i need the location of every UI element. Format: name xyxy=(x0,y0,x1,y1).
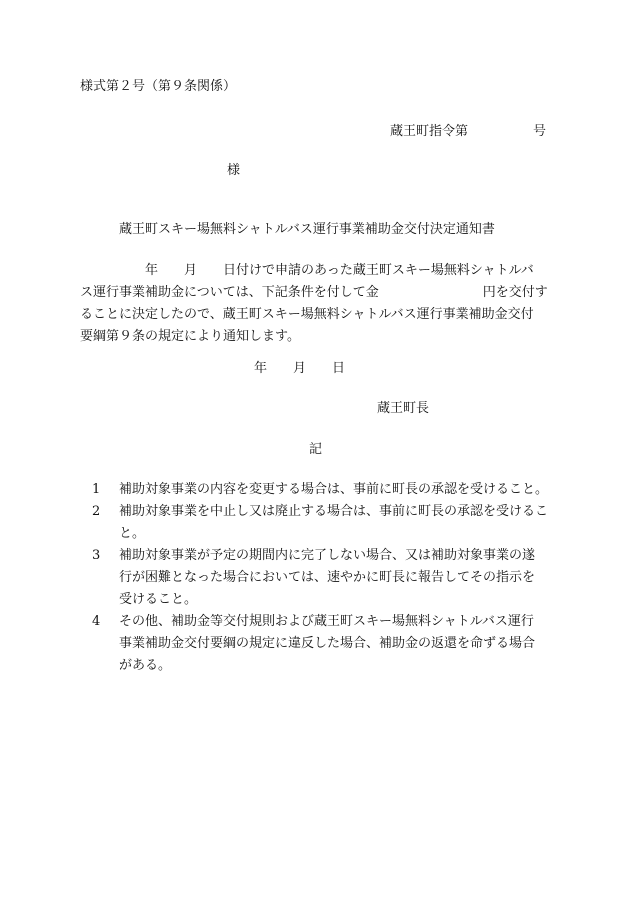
document-number: 蔵王町指令第 号 xyxy=(390,124,547,139)
body-line-1: 年 月 日付けで申請のあった蔵王町スキー場無料シャトルバ xyxy=(80,263,534,278)
condition-text: 事業補助金交付要綱の規定に違反した場合、補助金の返還を命ずる場合 xyxy=(119,636,536,651)
body-line-3: ることに決定したので、蔵王町スキー場無料シャトルバス運行事業補助金交付 xyxy=(80,307,534,322)
condition-text: 補助対象事業の内容を変更する場合は、事前に町長の承認を受けること。 xyxy=(119,482,549,497)
condition-text: 受けること。 xyxy=(119,592,198,607)
recipient-suffix: 様 xyxy=(227,163,241,178)
form-number: 様式第２号（第９条関係） xyxy=(80,79,237,94)
condition-number: 3 xyxy=(92,548,101,563)
condition-text: と。 xyxy=(119,526,146,541)
issue-date: 年 月 日 xyxy=(254,361,346,376)
document-title: 蔵王町スキー場無料シャトルバス運行事業補助金交付決定通知書 xyxy=(119,222,495,237)
condition-text: 補助対象事業を中止し又は廃止する場合は、事前に町長の承認を受けるこ xyxy=(119,504,549,519)
list-item xyxy=(80,479,556,501)
condition-text: 補助対象事業が予定の期間内に完了しない場合、又は補助対象事業の遂 xyxy=(119,548,536,563)
condition-text: その他、補助金等交付規則および蔵王町スキー場無料シャトルバス運行 xyxy=(119,614,534,629)
ki-heading: 記 xyxy=(309,442,323,457)
list-item xyxy=(80,545,556,611)
condition-text: 行が困難となった場合においては、速やかに町長に報告してその指示を xyxy=(119,570,536,585)
body-line-2: ス運行事業補助金については、下記条件を付して金 円を交付す xyxy=(80,285,548,300)
conditions-list xyxy=(80,479,556,677)
condition-number: 1 xyxy=(92,482,101,497)
list-item xyxy=(80,501,556,545)
list-item xyxy=(80,611,556,677)
condition-number: 4 xyxy=(92,614,101,629)
condition-text: がある。 xyxy=(119,658,172,673)
body-line-4: 要綱第９条の規定により通知します。 xyxy=(80,329,300,344)
condition-number: 2 xyxy=(92,504,101,519)
issuer-name: 蔵王町長 xyxy=(377,401,430,416)
